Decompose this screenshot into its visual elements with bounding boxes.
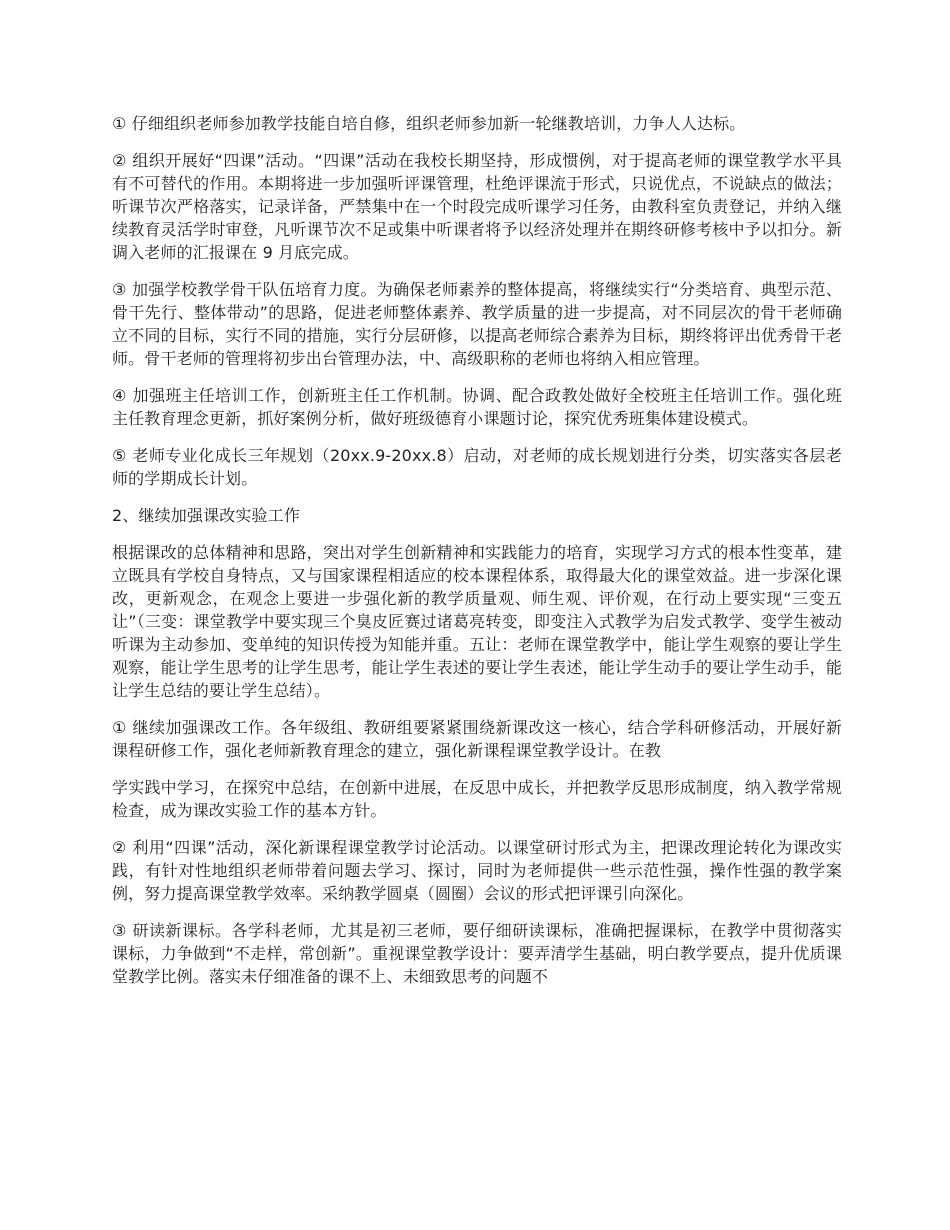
- paragraph-section-intro: 根据课改的总体精神和思路，突出对学生创新精神和实践能力的培育，实现学习方式的根本性变革，建立既具有学校自身特点，又与国家课程相适应的校本课程体系，取得最大化的课堂效益。进一步深化课改，更新观念，在观念上要进一步强化新的教学质量观、师生观、评价观，在行动上要实现“三变五让”（三变：课堂教学中要实现三个臭皮匠赛过诸葛亮转变，即变注入式教学为启发式教学、变学生被动听课为主动参加、变单纯的知识传授为知能并重。五让：老师在课堂教学中，能让学生观察的要让学生观察，能让学生思考的让学生思考，能让学生表述的要让学生表述，能让学生动手的要让学生动手，能让学生总结的要让学生总结）。: [112, 543, 842, 700]
- paragraph-item-4: ④ 加强班主任培训工作，创新班主任工作机制。协调、配合政教处做好全校班主任培训工作。强化班主任教育理念更新，抓好案例分析，做好班级德育小课题讨论，探究优秀班集体建设模式。: [112, 386, 842, 428]
- paragraph-item-5: ⑤ 老师专业化成长三年规划（20xx.9-20xx.8）启动，对老师的成长规划进行分类，切实落实各层老师的学期成长计划。: [112, 446, 842, 488]
- paragraph-item-four-classes: ② 利用“四课”活动，深化新课程课堂教学讨论活动。以课堂研讨形式为主，把课改理论转化为课改实践，有针对性地组织老师带着问题去学习、探讨，同时为老师提供一些示范性强，操作性强的教学案例，努力提高课堂教学效率。采纳教学圆桌（圆圈）会议的形式把评课引向深化。: [112, 838, 842, 903]
- paragraph-item-1: ① 仔细组织老师参加教学技能自培自修，组织老师参加新一轮继教培训，力争人人达标。: [112, 114, 746, 133]
- section-heading: 2、继续加强课改实验工作: [112, 506, 300, 525]
- paragraph-item-2: ② 组织开展好“四课”活动。“四课”活动在我校长期坚持，形成惯例，对于提高老师的课堂教学水平具有不可替代的作用。本期将进一步加强听评课管理，杜绝评课流于形式，只说优点，不说缺点的做法；听课节次严格落实，记录详备，严禁集中在一个时段完成听课学习任务，由教科室负责登记，并纳入继续教育灵活学时审登，凡听课节次不足或集中听课者将予以经济处理并在期终研修考核中予以扣分。新调入老师的汇报课在 9 月底完成。: [112, 151, 842, 262]
- paragraph-item-standards: ③ 研读新课标。各学科老师，尤其是初三老师，要仔细研读课标，准确把握课标，在教学中贯彻落实课标，力争做到“不走样，常创新”。重视课堂教学设计：要弄清学生基础，明白教学要点，提升优质课堂教学比例。落实未仔细准备的课不上、未细致思考的问题不: [112, 921, 842, 986]
- document-page: [112, 112, 842, 1002]
- paragraph-item-continue-reform: ① 继续加强课改工作。各年级组、教研组要紧紧围绕新课改这一核心，结合学科研修活动，开展好新课程研修工作，强化老师新教育理念的建立，强化新课程课堂教学设计。在教: [112, 718, 842, 760]
- paragraph-continuation: 学实践中学习，在探究中总结，在创新中进展，在反思中成长，并把教学反思形成制度，纳入教学常规检查，成为课改实验工作的基本方针。: [112, 778, 842, 820]
- paragraph-item-3: ③ 加强学校教学骨干队伍培育力度。为确保老师素养的整体提高，将继续实行“分类培育、典型示范、骨干先行、整体带动”的思路，促进老师整体素养、教学质量的进一步提高，对不同层次的骨干老师确立不同的目标，实行不同的措施，实行分层研修，以提高老师综合素养为目标，期终将评出优秀骨干老师。骨干老师的管理将初步出台管理办法，中、高级职称的老师也将纳入相应管理。: [112, 280, 842, 368]
